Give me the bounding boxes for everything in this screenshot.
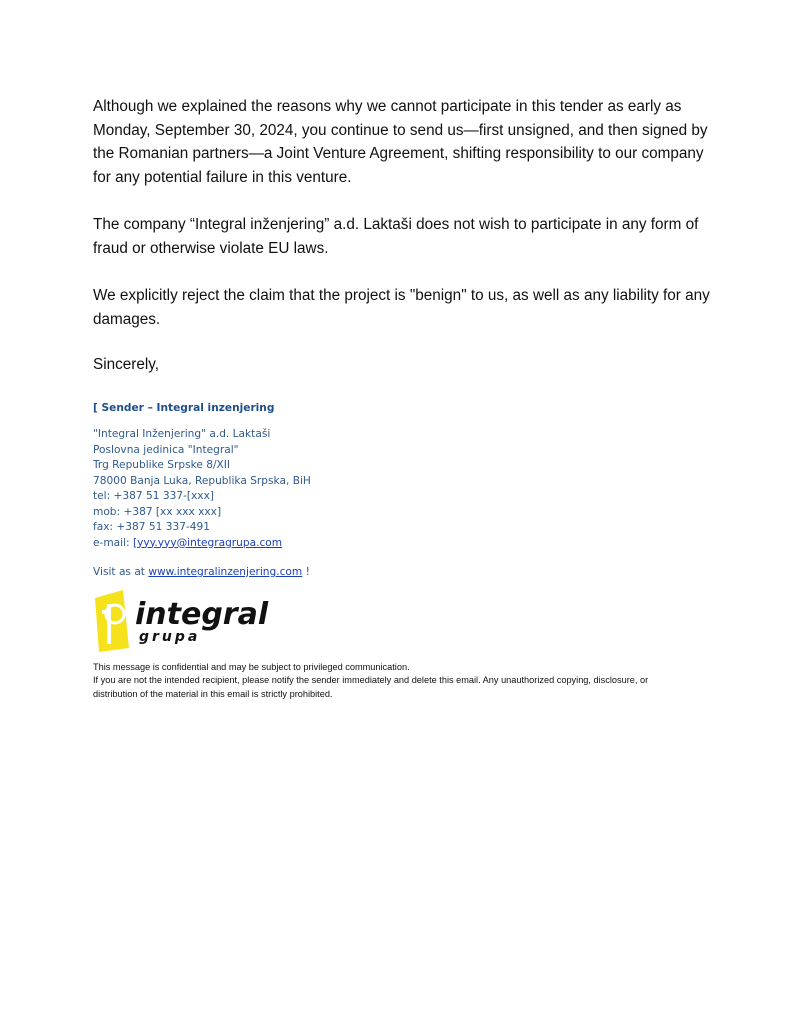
logo-word: integral [135, 597, 269, 632]
signature-mob: mob: +387 [xx xxx xxx] [93, 505, 222, 518]
logo-mark-icon [95, 590, 129, 652]
signature-block [93, 427, 493, 551]
signature-unit: Poslovna jedinica "Integral" [93, 443, 239, 456]
visit-prefix: Visit as at [93, 566, 149, 578]
integral-grupa-logo [93, 590, 293, 652]
signature-street: Trg Republike Srpske 8/XII [93, 459, 231, 471]
signature-visit-row [93, 565, 493, 581]
website-link[interactable]: www.integralinzenjering.com [148, 566, 303, 578]
signature-title: [ Sender – Integral inzenjering [93, 402, 275, 414]
signature-city: 78000 Banja Luka, Republika Srpska, BiH [93, 474, 311, 487]
footer-disclaimer: If you are not the intended recipient, please notify the sender immediately and delete this email. Any unauthorized copying, disclosure, or distribution of the material in this email is strictly prohibited. [93, 675, 649, 699]
letter-closing: Sincerely, [93, 356, 160, 373]
logo-subword: grupa [139, 629, 201, 645]
visit-suffix: ! [302, 566, 310, 578]
letter-paragraph-1: Although we explained the reasons why we cannot participate in this tender as early as Monday, September 30, 2024, you continue to send us—first unsigned, and then signed by the Romanian partners—a Joint Venture Agreement, shifting responsibility to our company for any potential failure in this venture. [93, 98, 708, 186]
signature-email-label: e-mail: [93, 536, 133, 549]
signature-email-row [93, 536, 493, 552]
letter-paragraph-2: The company “Integral inženjering” a.d. Laktaši does not wish to participate in any form of fraud or otherwise violate EU laws. [93, 216, 699, 257]
signature-email-link[interactable]: [yyy.yyy@integragrupa.com [132, 536, 283, 549]
signature-fax: fax: +387 51 337-491 [93, 521, 211, 533]
signature-tel: tel: +387 51 337-[xxx] [93, 490, 214, 502]
letter-paragraph-3: We explicitly reject the claim that the project is "benign" to us, as well as any liability for any damages. [93, 287, 710, 328]
footer-confidential: This message is confidential and may be subject to privileged communication. [93, 662, 410, 672]
signature-company: "Integral Inženjering" a.d. Laktaši [93, 428, 271, 440]
